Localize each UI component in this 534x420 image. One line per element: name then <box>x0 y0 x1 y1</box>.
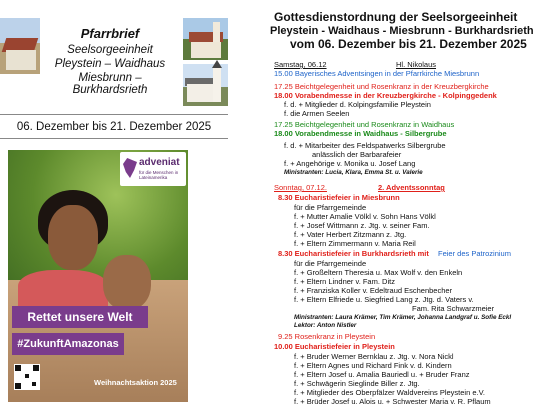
poster-campaign: Weihnachtsaktion 2025 <box>94 378 177 387</box>
schedule-line: f. die Armen Seelen <box>284 109 350 118</box>
schedule-line: f. + Eltern Zimmermann v. Maria Reil <box>294 239 416 248</box>
schedule-places: Pleystein - Waidhaus - Miesbrunn - Burkhardsrieth <box>270 25 534 37</box>
schedule-line: anlässlich der Barbarafeier <box>312 150 402 159</box>
adveniat-brand: adveniat <box>139 157 180 168</box>
schedule-line: f. + Vater Herbert Zitzmann z. Jtg. <box>294 230 407 239</box>
schedule-line: f. + Eltern Josef u. Amalia Bauriedl u. + Bruder Franz <box>294 370 470 379</box>
schedule-line: 10.00 Eucharistiefeier in Pleystein <box>274 342 395 351</box>
newsletter-title: Pfarrbrief <box>80 26 140 41</box>
newsletter-places-2: Miesbrunn – Burkhardsrieth <box>72 72 148 96</box>
schedule-line: f. + Mutter Amalie Völkl v. Sohn Hans Völkl <box>294 212 436 221</box>
poster-headline: Rettet unsere Welt <box>12 306 148 328</box>
feast-saturday: Hl. Nikolaus <box>396 60 437 69</box>
schedule-ministrants: Ministranten: Laura Krämer, Tim Krämer, Johanna Landgraf u. Sofie Eckl <box>294 314 512 321</box>
schedule-title: Gottesdienstordnung der Seelsorgeeinheit <box>274 10 518 24</box>
feast-sunday: 2. Adventssonntag <box>378 183 445 192</box>
divider-bottom <box>0 138 228 139</box>
schedule-line: f. + Schwägerin Sieglinde Biller z. Jtg. <box>294 379 420 388</box>
schedule-line: f. + Eltern Agnes und Richard Fink v. d. Kindern <box>294 361 452 370</box>
newsletter-date-range: 06. Dezember bis 21. Dezember 2025 <box>16 121 212 133</box>
schedule-line: f. + Großeltern Theresia u. Max Wolf v. den Enkeln <box>294 268 463 277</box>
schedule-line: f. + Franziska Koller v. Edeltraud Eschenbecher <box>294 286 453 295</box>
schedule-lector: Lektor: Anton Nistler <box>294 322 357 329</box>
schedule-line: 8.30 Eucharistiefeier in Miesbrunn <box>278 193 400 202</box>
church-photo-pleystein <box>0 18 40 74</box>
schedule-dates: vom 06. Dezember bis 21. Dezember 2025 <box>290 37 527 51</box>
adveniat-poster <box>8 150 188 402</box>
schedule-line: für die Pfarrgemeinde <box>294 259 367 268</box>
schedule-line: 9.25 Rosenkranz in Pleystein <box>278 332 376 341</box>
adveniat-tagline: für die Menschen in Lateinamerika <box>139 170 179 180</box>
latin-america-map-icon <box>123 158 137 178</box>
newsletter-places-1: Pleystein – Waidhaus <box>54 58 166 70</box>
schedule-line: f. + Mitglieder des Oberpfälzer Waldvereins Pleystein e.V. <box>294 388 485 397</box>
schedule-ministrants: Ministranten: Lucia, Klara, Emma St. u. Valerie <box>284 169 423 176</box>
schedule-line: Fam. Rita Schwarzmeier <box>412 304 495 313</box>
schedule-line: f. + Angehörige v. Monika u. Josef Lang <box>284 159 416 168</box>
schedule-line: 18.00 Vorabendmesse in der Kreuzbergkirche - Kolpinggedenk <box>274 91 497 100</box>
schedule-line: 8.30 Eucharistiefeier in Burkhardsrieth mit <box>278 249 429 258</box>
schedule-line: f. + Eltern Lindner v. Fam. Ditz <box>294 277 395 286</box>
schedule-line: für die Pfarrgemeinde <box>294 203 367 212</box>
schedule-line: 17.25 Beichtgelegenheit und Rosenkranz in der Kreuzbergkirche <box>274 82 489 91</box>
schedule-line: Feier des Patrozinium <box>438 249 511 258</box>
divider-top <box>0 114 228 115</box>
schedule-line: 17.25 Beichtgelegenheit und Rosenkranz in Waidhaus <box>274 120 455 129</box>
adveniat-logo <box>120 152 186 186</box>
schedule-line: f. + Bruder Werner Bernklau z. Jtg. v. Nora Nickl <box>294 352 454 361</box>
schedule-line: f. + Eltern Elfriede u. Siegfried Lang z. Jtg. d. Vaters v. <box>294 295 474 304</box>
day-heading-saturday: Samstag, 06.12 <box>274 60 327 69</box>
church-photo-miesbrunn <box>183 64 228 106</box>
qr-code-icon <box>14 364 40 390</box>
schedule-line: f. d. + Mitglieder d. Kolpingsfamilie Pleystein <box>284 100 431 109</box>
schedule-line: 15.00 Bayerisches Adventsingen in der Pfarrkirche Miesbrunn <box>274 69 480 78</box>
newsletter-subtitle: Seelsorgeeinheit <box>67 44 153 56</box>
schedule-line: f. + Brüder Josef u. Alois u. + Schwester Maria v. R. Pflaum <box>294 397 491 406</box>
poster-hashtag: #ZukunftAmazonas <box>12 333 124 355</box>
schedule-line: 18.00 Vorabendmesse in Waidhaus - Silbergrube <box>274 129 447 138</box>
schedule-line: f. + Josef Wittmann z. Jtg. v. seiner Fam. <box>294 221 430 230</box>
church-photo-waidhaus <box>183 18 228 60</box>
schedule-line: f. d. + Mitarbeiter des Feldspatwerks Silbergrube <box>284 141 446 150</box>
day-heading-sunday: Sonntag, 07.12. <box>274 183 327 192</box>
